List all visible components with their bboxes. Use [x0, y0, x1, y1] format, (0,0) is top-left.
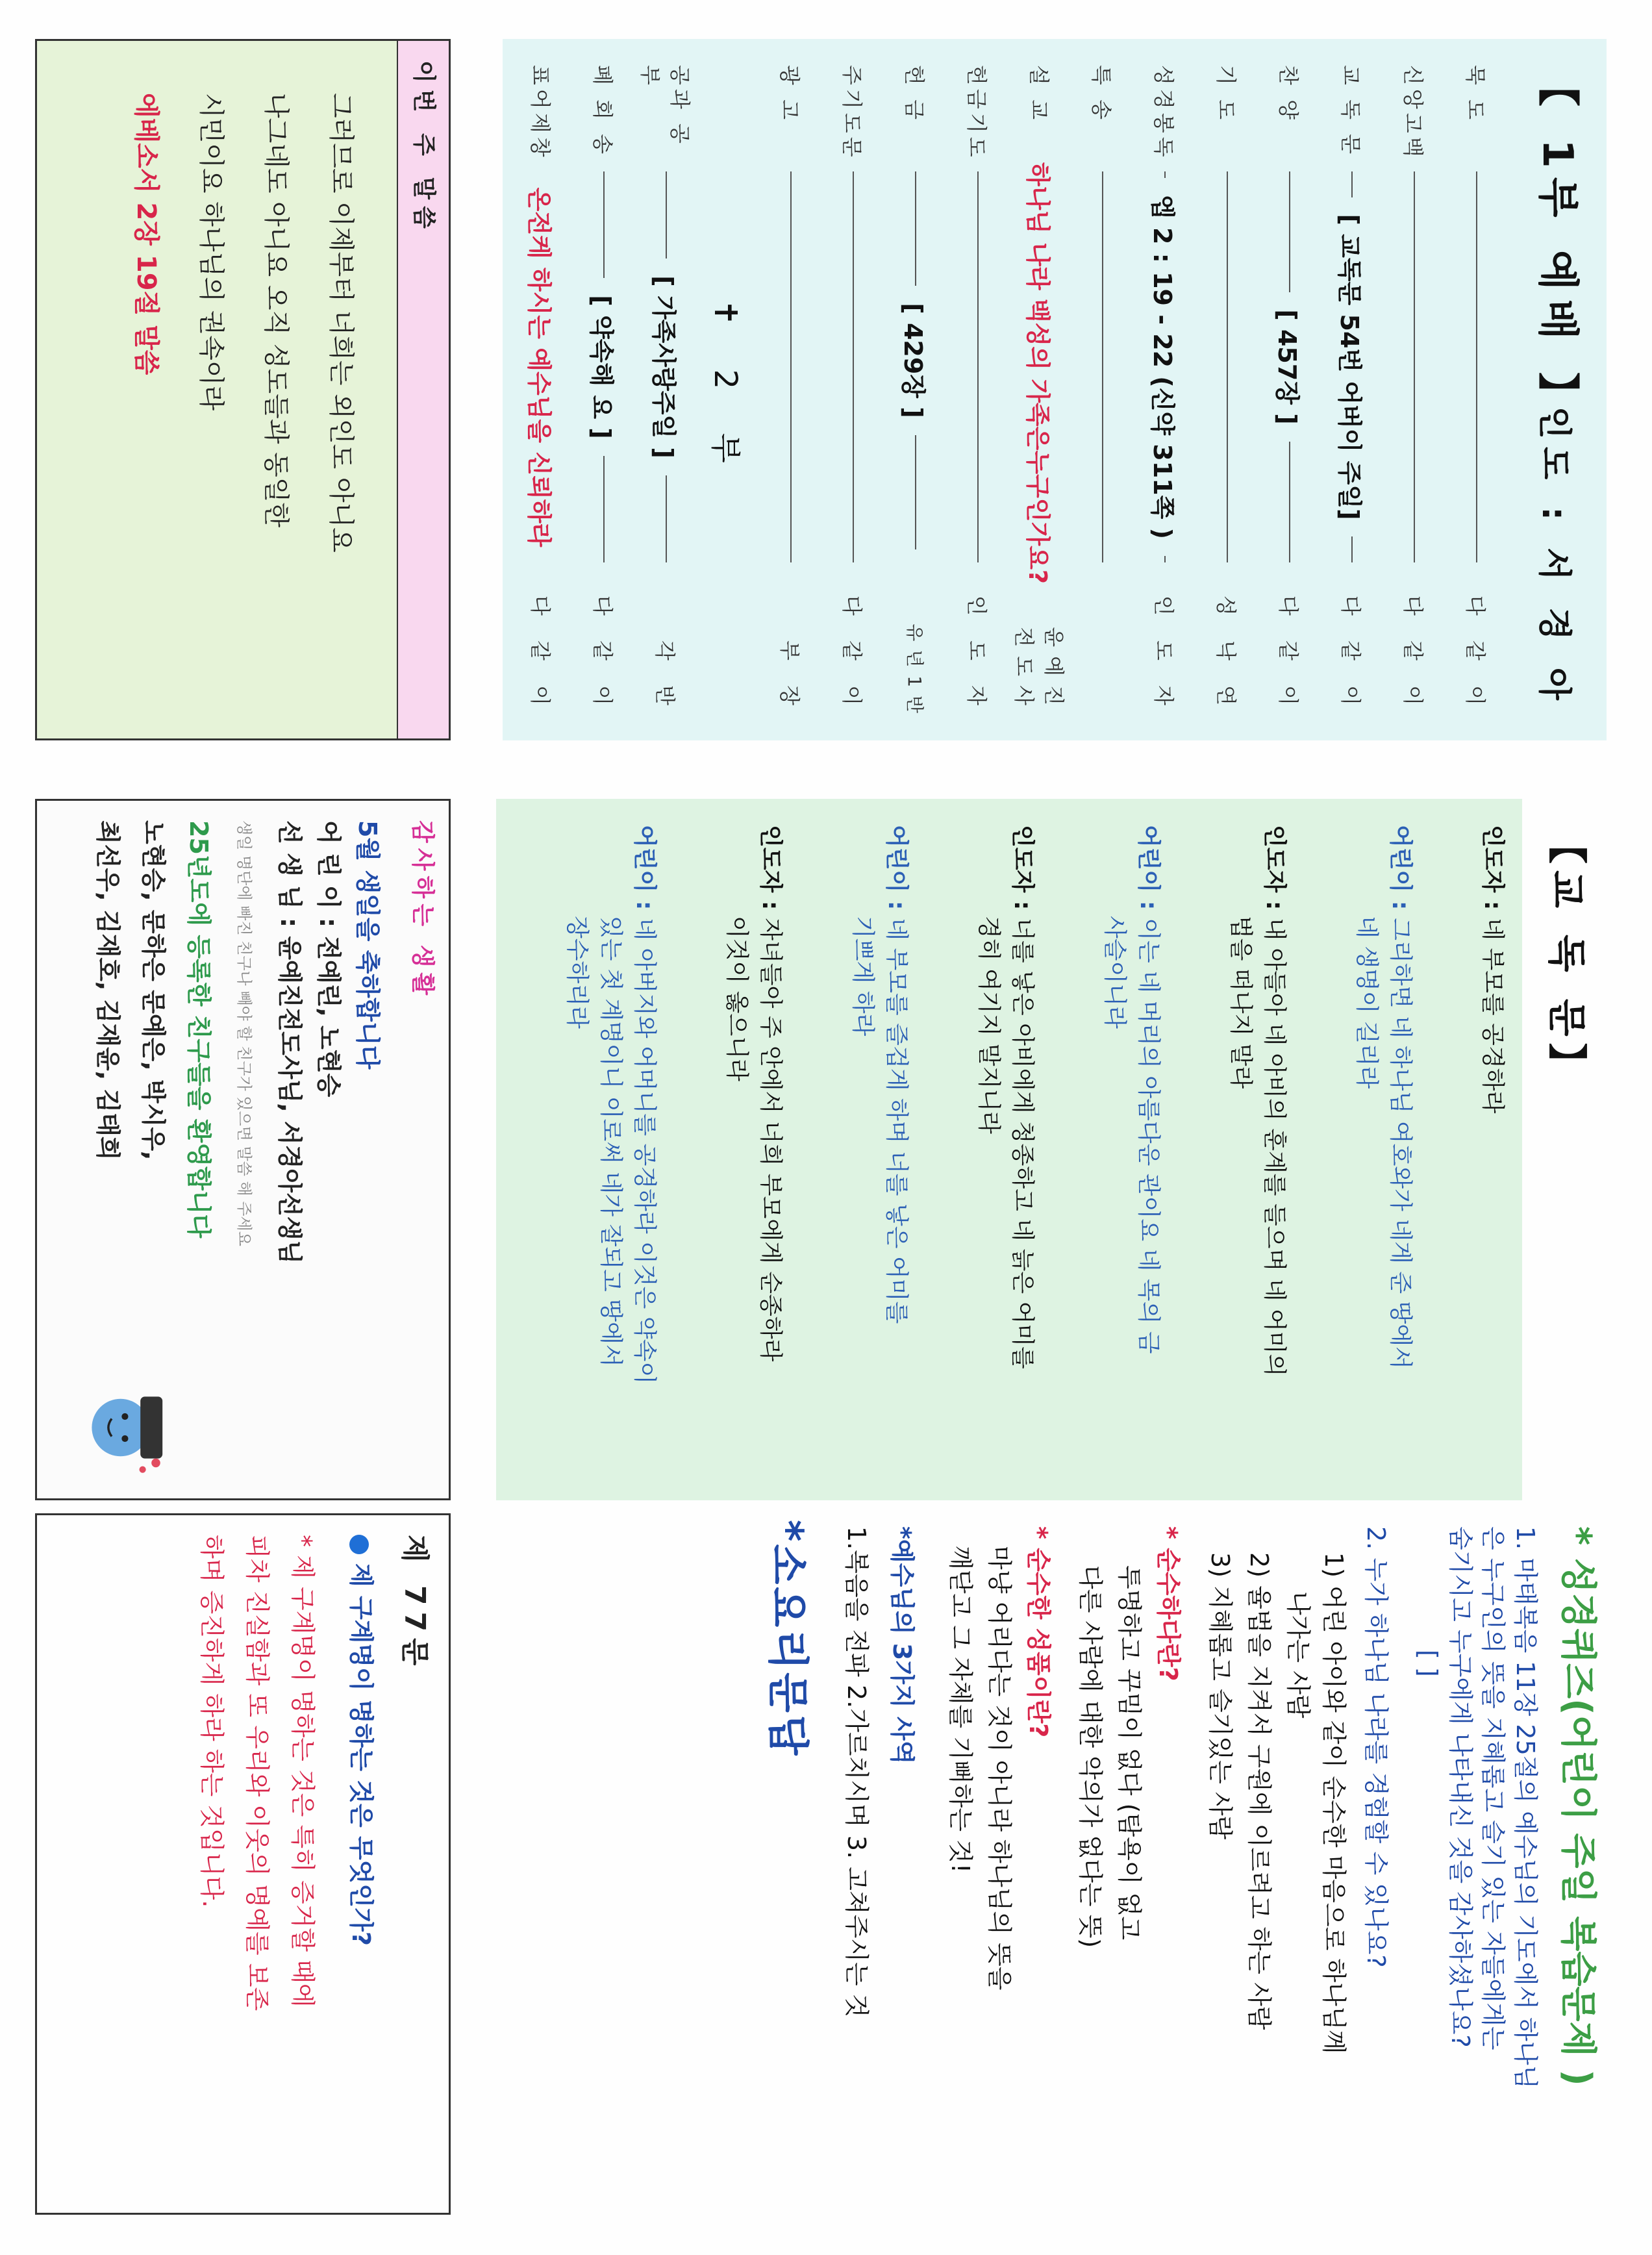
order-person: 다 같 이	[528, 595, 553, 714]
catechism-question	[345, 1535, 377, 1946]
order-row	[509, 65, 574, 714]
order-label: 폐 회 송	[590, 65, 615, 158]
catechism-number: 제 77문	[398, 1535, 431, 1672]
verse-line-2: 나그네도 아니요 오직 성도들과 동일한	[261, 93, 291, 528]
responsive-line	[1475, 825, 1509, 1481]
pure-character-2: 깨닫고 그 자체를 기뻐하는 것!	[946, 1546, 975, 1874]
pure-definition-1: 투명하고 꾸밈이 없다 (탐욕이 없고	[1115, 1565, 1144, 1941]
order-person: 각 반	[653, 640, 677, 715]
reading-text: 이는 네 머리의 아름다운 관이요 네 목의 금	[1135, 918, 1162, 1354]
order-leader-line	[915, 435, 916, 549]
order-person: 다 같 이	[1463, 595, 1488, 714]
order-item: [ 교독문 54번 어버이 주일]	[1335, 214, 1364, 520]
order-label: 특 송	[1089, 65, 1114, 123]
order-leader-line	[915, 171, 916, 286]
bullet-icon	[350, 1535, 369, 1554]
order-item: [ 가족사랑주일 ]	[649, 275, 679, 459]
verse-reference: 에베소서 2장 19절 말씀	[131, 93, 161, 375]
order-item: 엡 2 : 19 - 22 (신약 311쪽 )	[1148, 195, 1177, 539]
order-label: 헌금기도	[964, 65, 989, 161]
order-leader-line	[1102, 171, 1103, 562]
reading-text: 내 아들아 네 아비의 훈계를 들으며 네 어미의	[1261, 918, 1288, 1377]
order-row	[696, 65, 761, 714]
speaker-label: 인도자 :	[757, 825, 784, 911]
quiz-answer-3: 3) 지혜롭고 슬기있는 사람	[1206, 1552, 1234, 1840]
part-two-heading: ✝ 2 부	[707, 299, 744, 480]
order-row	[758, 65, 823, 714]
order-row	[1195, 65, 1260, 714]
order-leader-line	[1289, 171, 1290, 292]
order-row	[1070, 65, 1135, 714]
order-item: [ 약속해 요 ]	[587, 295, 616, 439]
order-leader-line	[1164, 556, 1166, 562]
birthday-note: 생일 명단에 빠진 친구나 빼야 할 친구가 있으면 말씀 해 주세요	[235, 820, 253, 1246]
service-leader: 인도 : 서 경 아	[1534, 406, 1573, 708]
order-label: 교 독 문	[1338, 65, 1363, 158]
order-person: 부 장	[777, 640, 802, 714]
service-order-panel	[503, 39, 1607, 740]
order-row	[883, 65, 948, 714]
birthday-teachers: 선 생 님 : 윤예진전도사님, 서경아선생님	[275, 820, 304, 1265]
speaker-label: 인도자 :	[1009, 825, 1036, 911]
pure-character-1: 마냥 어리다는 것이 아니라 하나님의 뜻을	[985, 1546, 1014, 1991]
quiz-q1-line-1: 1. 마태복음 11장 25절의 예수님의 기도에서 하나님	[1511, 1526, 1540, 2089]
reading-text: 자녀들아 주 안에서 너희 부모에게 순종하라	[757, 918, 784, 1362]
order-label: 광 고	[777, 65, 802, 123]
pure-character-title: * 순수한 성품이란?	[1024, 1526, 1053, 1738]
responsive-line	[971, 825, 1039, 1481]
order-row	[1382, 65, 1447, 714]
order-leader-line	[977, 171, 979, 562]
reading-text-continued: 법을 떠나지 말라	[1227, 916, 1254, 1089]
quiz-q1-line-3: 숨기시고 누구에게 나타내신 것을 감사하셨나요?	[1446, 1526, 1475, 2048]
order-leader-line	[1227, 171, 1228, 562]
reading-text: 네 아버지와 어머니를 공경하라 이것은 약속이	[631, 918, 658, 1385]
birthday-kids: 어 린 이 : 전예린, 노현승	[314, 820, 343, 1098]
order-label: 찬 양	[1276, 65, 1301, 123]
order-leader-line	[1351, 536, 1353, 562]
order-label: 표어제창	[528, 65, 553, 161]
order-leader-line	[1164, 171, 1166, 178]
speaker-label: 어린이 :	[1387, 825, 1414, 911]
reading-text-continued: 이것이 옳으니라	[723, 916, 750, 1081]
responsive-reading	[503, 799, 1607, 1500]
order-item: 하나님 나라 백성의 가족은누구인가요?	[1023, 162, 1053, 584]
order-row	[1008, 65, 1073, 714]
order-leader-line	[1476, 171, 1477, 562]
reading-text: 너를 낳은 아비에게 청종하고 네 늙은 어미를	[1009, 918, 1036, 1369]
speaker-label: 어린이 :	[631, 825, 658, 911]
order-row	[571, 65, 636, 714]
order-row	[634, 65, 699, 714]
reading-text: 그리하면 네 하나님 여호와가 네게 준 땅에서	[1387, 918, 1414, 1369]
thanks-box	[35, 799, 451, 1500]
responsive-line	[845, 825, 913, 1481]
order-label: 공과 공부	[638, 65, 692, 147]
pure-definition-title: * 순수하다란?	[1154, 1526, 1183, 1682]
reading-text-continued: 기쁘게 하라	[849, 916, 876, 1037]
reading-text: 네 부모를 즐겁게 하며 너를 낳은 어미를	[883, 918, 910, 1324]
order-row	[821, 65, 886, 714]
quiz-answer-1b: 나가는 사람	[1284, 1591, 1312, 1719]
order-leader-line	[666, 475, 667, 562]
order-person: 성 낙 연	[1214, 595, 1238, 714]
order-row	[945, 65, 1010, 714]
order-leader-line	[603, 456, 605, 562]
welcome-names-1: 노현승, 문하은 문예은, 박시우,	[139, 820, 168, 1161]
responsive-line	[1223, 825, 1291, 1481]
child-illustration-icon	[79, 1372, 189, 1483]
service-order-header	[1526, 65, 1597, 714]
order-label: 신앙고백	[1401, 65, 1425, 161]
speaker-label: 인도자 :	[1479, 825, 1506, 911]
order-row	[1444, 65, 1509, 714]
catechism-answer-1: * 제 구계명이 명하는 것은 특히 증거할 때에	[288, 1535, 317, 2008]
order-leader-line	[1351, 171, 1353, 197]
ministry-title: *예수님의 3가지 사역	[888, 1526, 916, 1765]
service-title: 【 1부 예배 】	[1533, 65, 1581, 423]
reading-text-continued: 장수하리라	[564, 916, 590, 1029]
reading-text: 네 부모를 공경하라	[1479, 918, 1506, 1114]
responsive-line	[720, 825, 787, 1481]
birthday-title: 5월 생일을 축하합니다	[353, 820, 382, 1070]
responsive-reading-title: 【교 독 문】	[1544, 825, 1589, 1089]
catechism-box	[35, 1513, 451, 2215]
quiz-q1-blank: [ ]	[1414, 1650, 1442, 1677]
order-leader-line	[1414, 171, 1415, 562]
order-person: 다 같 이	[1276, 595, 1301, 715]
catechism-answer-3: 하며 증진하게 하라 하는 것입니다.	[197, 1535, 226, 1908]
responsive-line	[1097, 825, 1165, 1481]
quiz-q1-line-2: 은 누구인의 뜻을 지혜롭고 슬기 있는 자들에게는	[1479, 1526, 1507, 2050]
order-leader-line	[1289, 442, 1290, 562]
order-label: 설 교	[1027, 65, 1051, 123]
order-person: 다 같 이	[1338, 595, 1363, 714]
catechism-answer-2: 피차 진실함과 또 우리와 이웃의 명예를 보존	[243, 1535, 271, 2011]
order-label: 기 도	[1214, 65, 1238, 123]
order-label: 주기도문	[840, 65, 864, 161]
order-item: [ 429장 ]	[899, 303, 928, 418]
order-leader-line	[790, 171, 792, 562]
verse-of-week-box	[35, 39, 451, 740]
reading-text-continued: 사슬이니라	[1101, 916, 1128, 1029]
welcome-names-2: 최선우, 김재호, 김재윤, 김태희	[94, 820, 122, 1161]
order-row	[1257, 65, 1322, 714]
reading-text-continued: 경히 여기지 말지니라	[975, 916, 1002, 1134]
thanks-title: 감사하는 생활	[409, 820, 436, 1001]
order-row	[1320, 65, 1384, 714]
catechism-title: *소요리문답	[763, 1520, 811, 1758]
quiz-title: * 성경퀴즈(어린이 주일 복습문제 )	[1557, 1526, 1599, 2086]
order-person: 윤예진전도사	[1012, 627, 1066, 714]
order-person: 인 도 자	[1151, 595, 1176, 714]
order-leader-line	[666, 171, 667, 258]
order-label: 성경봉독	[1151, 65, 1176, 161]
bible-quiz	[503, 1507, 1607, 2221]
order-person: 다 같 이	[590, 595, 615, 715]
speaker-label: 어린이 :	[883, 825, 910, 911]
quiz-q2: 2. 누가 하나님 나라를 경험할 수 있나요?	[1362, 1526, 1390, 1968]
order-row	[1133, 65, 1197, 714]
responsive-line	[560, 825, 661, 1481]
ministry-list: 1.복음을 전파 2.가르치시며 3. 고쳐주시는 것	[842, 1526, 871, 2018]
order-leader-line	[853, 171, 854, 562]
speaker-label: 인도자 :	[1261, 825, 1288, 911]
order-person: 유 년 1 반	[904, 624, 925, 715]
order-item: 온전케 하시는 예수님을 신뢰하라	[525, 187, 554, 548]
order-person: 인 도 자	[964, 595, 989, 714]
order-person: 다 같 이	[840, 595, 864, 714]
verse-line-3: 시민이요 하나님의 권속이라	[196, 93, 226, 411]
reading-text-continued: 네 생명이 길리라	[1353, 916, 1380, 1089]
verse-line-1: 그러므로 이제부터 너희는 외인도 아니요	[326, 93, 356, 553]
quiz-answer-1: 1) 어린 아이와 같이 순수한 마음으로 하나님께	[1320, 1552, 1348, 2054]
pure-definition-2: 다른 사람에 대한 악의가 없다는 뜻)	[1076, 1565, 1105, 1948]
reading-text-continued: 있는 첫 계명이니 이로써 네가 잘되고 땅에서	[597, 916, 624, 1367]
quiz-answer-2: 2) 율법을 지켜서 구원에 이르려고 하는 사람	[1245, 1552, 1273, 2030]
responsive-line	[1349, 825, 1417, 1481]
welcome-title: 25년도에 등록한 친구들을 환영합니다	[184, 820, 213, 1239]
order-item: [ 457장 ]	[1273, 309, 1302, 425]
order-label: 묵 도	[1463, 65, 1488, 123]
verse-label: 이번 주 말씀	[397, 41, 449, 738]
catechism-question-text: 제 구계명이 명하는 것은 무엇인가?	[347, 1563, 375, 1946]
order-person: 다 같 이	[1401, 595, 1425, 714]
order-label: 헌 금	[902, 65, 927, 123]
speaker-label: 어린이 :	[1135, 825, 1162, 911]
order-leader-line	[603, 171, 605, 278]
